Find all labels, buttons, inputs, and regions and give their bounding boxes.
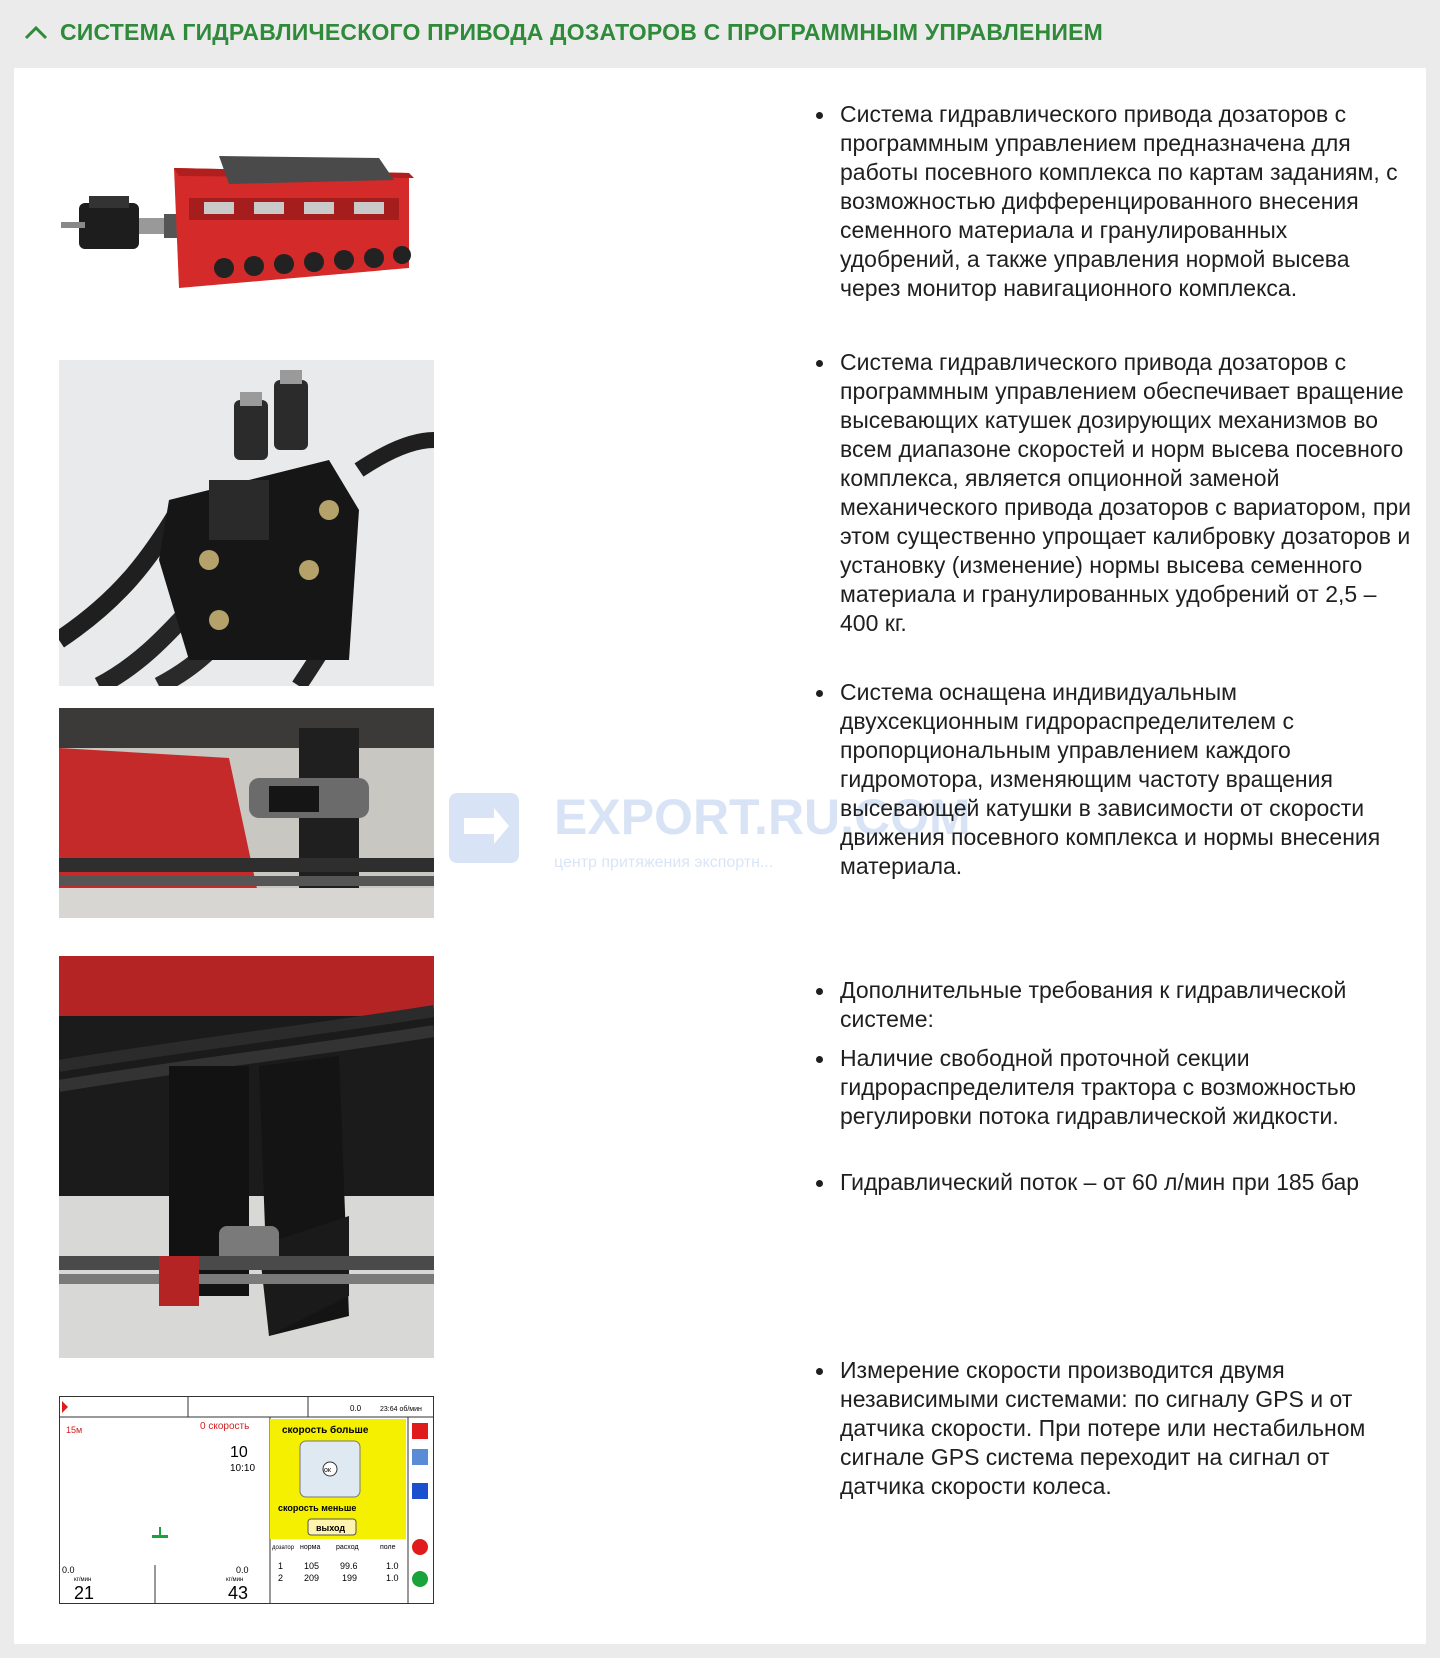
row1-rashod: 99.6 <box>340 1561 358 1571</box>
row2-dozator: 2 <box>278 1573 284 1583</box>
mid-value: 0.0 <box>236 1565 249 1575</box>
watermark <box>444 788 971 873</box>
list-item: Система гидравлического привода дозаторов с программным управлением предназначена для работы посевного комплекса по картам заданиям, с возможностью дифференцированного внесения семенного материала и гранулированных удобрений, а также управления нормой высева через монитор навигационного комплекса. <box>814 100 1414 303</box>
row1-dozator: 1 <box>278 1561 284 1571</box>
watermark-logo-icon <box>444 788 524 868</box>
hydraulic-block-image <box>59 360 434 686</box>
row2-pole: 1.0 <box>386 1573 399 1583</box>
section-title: СИСТЕМА ГИДРАВЛИЧЕСКОГО ПРИВОДА ДОЗАТОРОВ С ПРОГРАММНЫМ УПРАВЛЕНИЕМ <box>60 19 1103 45</box>
bullet-list-1 <box>814 100 1414 303</box>
col-pole: поле <box>380 1544 396 1551</box>
monitor-value-b: 10:10 <box>230 1463 256 1474</box>
bracket-hoses-image <box>59 956 434 1358</box>
col-rashod: расход <box>336 1544 359 1551</box>
list-item: Наличие свободной проточной секции гидрораспределителя трактора с возможностью регулировки потока гидравлической жидкости. <box>814 1044 1414 1131</box>
row2-rashod: 199 <box>342 1573 358 1583</box>
dosing-unit-image <box>59 118 434 298</box>
watermark-subtitle: центр притяжения экспортн... <box>554 854 774 871</box>
mid-big: 43 <box>228 1583 249 1603</box>
bullet-list-4 <box>814 976 1414 1034</box>
monitor-speed-label: 0 скорость <box>200 1421 250 1432</box>
section-header[interactable] <box>0 0 1440 68</box>
monitor-time: 23:64 об/мин <box>380 1406 422 1413</box>
list-item: Система оснащена индивидуальным двухсекционным гидрораспределителем с пропорциональным управлением каждого гидромотора, изменяющим частоту вращения высевающей катушки в зависимости от скорости движения посевного комплекса и нормы внесения материала. <box>814 678 1414 881</box>
left-big: 21 <box>74 1583 95 1603</box>
list-item: Дополнительные требования к гидравлической системе: <box>814 976 1414 1034</box>
row2-norma: 209 <box>304 1573 320 1583</box>
bullet-list-3 <box>814 678 1414 881</box>
list-item: Гидравлический поток – от 60 л/мин при 185 бар <box>814 1168 1414 1197</box>
monitor-top-value: 0.0 <box>350 1404 362 1413</box>
monitor-width: 15м <box>66 1425 83 1435</box>
speed-down-label: скорость меньше <box>278 1503 357 1513</box>
speed-up-label: скорость больше <box>282 1425 369 1436</box>
exit-label: выход <box>316 1523 346 1533</box>
left-unit: кг/мин <box>74 1577 92 1583</box>
row1-norma: 105 <box>304 1561 320 1571</box>
bullet-list-2 <box>814 348 1414 638</box>
list-item: Система гидравлического привода дозаторов с программным управлением обеспечивает вращение высевающих катушек дозирующих механизмов во всем диапазоне скоростей и норм высева посевного комплекса, является опционной заменой механического привода дозаторов с вариатором, при этом существенно упрощает калибровку дозаторов и установку (изменение) нормы высева семенного материала и гранулированных удобрений от 2,5 – 400 кг. <box>814 348 1414 638</box>
bullet-list-7 <box>814 1356 1414 1501</box>
ok-label: ок <box>324 1467 331 1474</box>
col-norma: норма <box>300 1544 321 1551</box>
row1-pole: 1.0 <box>386 1561 399 1571</box>
chevron-up-icon[interactable] <box>22 22 50 44</box>
dosator-underside-image <box>59 708 434 918</box>
col-dozator: дозатор <box>272 1545 295 1551</box>
mid-unit: кг/мин <box>226 1577 244 1583</box>
monitor-value-a: 10 <box>230 1444 248 1461</box>
left-value: 0.0 <box>62 1565 75 1575</box>
list-item: Измерение скорости производится двумя независимыми системами: по сигналу GPS и от датчика скорости. При потере или нестабильном сигнале GPS система переходит на сигнал от датчика скорости колеса. <box>814 1356 1414 1501</box>
watermark-text: EXPORT.RU.COM <box>554 789 971 845</box>
monitor-screen-image <box>59 1396 434 1604</box>
bullet-list-5 <box>814 1044 1414 1131</box>
section-content <box>14 68 1426 1644</box>
bullet-list-6 <box>814 1168 1414 1197</box>
